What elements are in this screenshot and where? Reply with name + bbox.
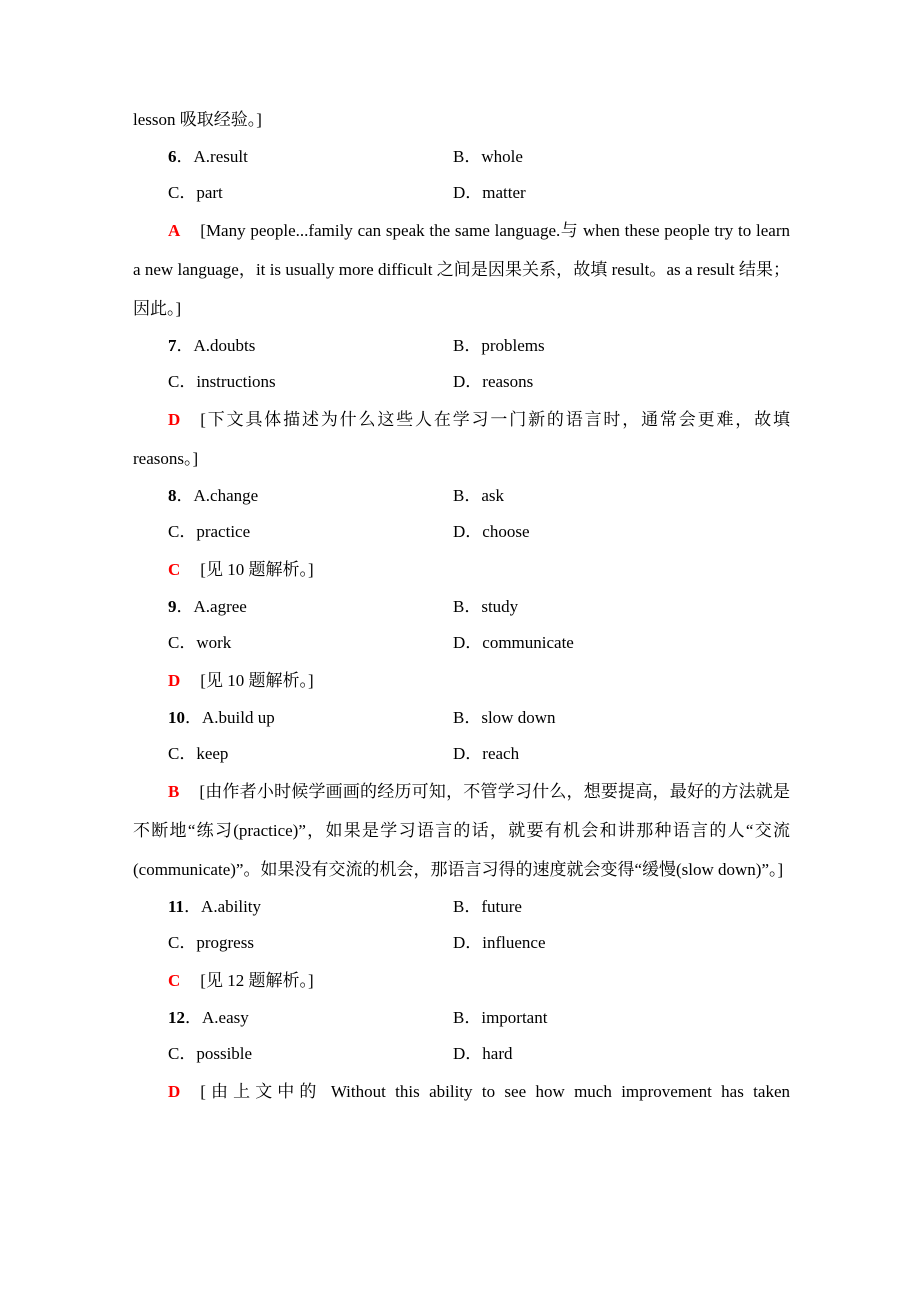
answer-explanation (133, 1072, 790, 1111)
option-d (453, 625, 790, 661)
option-text: whole (481, 147, 523, 166)
option-text: problems (481, 336, 545, 355)
option-text: part (196, 183, 223, 202)
answer-explanation (133, 211, 790, 328)
option-b (453, 1000, 790, 1036)
option-d (453, 514, 790, 550)
option-label: D． (453, 633, 483, 652)
option-label: ．A. (176, 147, 211, 166)
option-text: result (210, 147, 248, 166)
option-b (453, 700, 790, 736)
carryover-paragraph-line: lesson 吸取经验。] (133, 110, 262, 129)
option-label: C． (168, 933, 197, 952)
options-row (133, 889, 790, 925)
option-text: keep (196, 744, 229, 763)
answer-letter: D (168, 1082, 181, 1101)
option-text: reasons (482, 372, 534, 391)
option-label: B． (453, 486, 482, 505)
question-number: 8 (168, 486, 177, 505)
answer-text: [Many people...family can speak the same language.与 when these people try to learn a new language，it is usually more difficult 之间是因果关系，故填 result。as a result 结果；因此。] (133, 221, 790, 318)
option-text: reach (482, 744, 520, 763)
option-c (168, 1036, 453, 1072)
option-c (168, 514, 453, 550)
option-text: progress (196, 933, 254, 952)
options-row (133, 175, 790, 211)
option-text: slow down (481, 708, 556, 727)
options-row (133, 625, 790, 661)
option-b (453, 139, 790, 175)
option-label: C． (168, 633, 197, 652)
option-c (168, 736, 453, 772)
answer-explanation (133, 772, 790, 889)
question-number: 9 (168, 597, 177, 616)
options-row (133, 514, 790, 550)
option-label: D． (453, 372, 483, 391)
option-label: ．A. (176, 597, 211, 616)
option-a (168, 700, 453, 736)
question-block-10 (133, 700, 790, 889)
option-label: D． (453, 1044, 483, 1063)
option-d (453, 175, 790, 211)
option-label: D． (453, 744, 483, 763)
option-b (453, 328, 790, 364)
option-label: ．A. (185, 1008, 219, 1027)
question-number: 6 (168, 147, 177, 166)
option-label: B． (453, 708, 482, 727)
option-d (453, 925, 790, 961)
option-b (453, 889, 790, 925)
answer-letter: A (168, 221, 181, 240)
option-label: ．A. (184, 897, 218, 916)
option-text: agree (210, 597, 247, 616)
answer-text: [由上文中的 Without this ability to see how much improvement has taken (200, 1082, 790, 1101)
option-text: future (481, 897, 522, 916)
answer-letter: D (168, 410, 181, 429)
option-a (168, 589, 453, 625)
answer-text: [由作者小时候学画画的经历可知，不管学习什么，想要提高，最好的方法就是不断地“练习(practice)”，如果是学习语言的话，就要有机会和讲那种语言的人“交流(communicate)”。如果没有交流的机会，那语言习得的速度就会变得“缓慢(slow down)”。] (133, 782, 790, 879)
option-text: build up (218, 708, 275, 727)
option-label: B． (453, 147, 482, 166)
options-row (133, 478, 790, 514)
answer-text: [下文具体描述为什么这些人在学习一门新的语言时，通常会更难，故填 reasons。] (133, 410, 790, 468)
question-block-12 (133, 1000, 790, 1111)
option-text: influence (482, 933, 546, 952)
option-label: D． (453, 522, 483, 541)
question-block-8 (133, 478, 790, 589)
question-number: 12 (168, 1008, 185, 1027)
questions-and-answers (133, 139, 790, 1111)
options-row (133, 1036, 790, 1072)
option-label: ．A. (176, 336, 211, 355)
option-d (453, 364, 790, 400)
question-block-7 (133, 328, 790, 478)
options-row (133, 700, 790, 736)
option-text: communicate (482, 633, 574, 652)
option-text: doubts (210, 336, 256, 355)
question-block-9 (133, 589, 790, 700)
option-text: change (210, 486, 259, 505)
option-label: C． (168, 372, 197, 391)
option-a (168, 478, 453, 514)
option-label: D． (453, 183, 483, 202)
option-text: practice (196, 522, 251, 541)
option-text: matter (482, 183, 526, 202)
option-a (168, 328, 453, 364)
option-c (168, 364, 453, 400)
question-block-6 (133, 139, 790, 328)
option-text: ask (481, 486, 505, 505)
answer-text: [见 10 题解析。] (200, 560, 314, 579)
options-row (133, 1000, 790, 1036)
answer-letter: B (168, 782, 180, 801)
question-number: 7 (168, 336, 177, 355)
option-a (168, 1000, 453, 1036)
answer-letter: D (168, 671, 181, 690)
option-a (168, 889, 453, 925)
answer-letter: C (168, 560, 181, 579)
options-row (133, 589, 790, 625)
option-a (168, 139, 453, 175)
options-row (133, 139, 790, 175)
option-label: ．A. (185, 708, 219, 727)
option-label: ．A. (176, 486, 211, 505)
option-text: choose (482, 522, 530, 541)
options-row (133, 364, 790, 400)
option-c (168, 925, 453, 961)
option-label: C． (168, 744, 197, 763)
option-label: C． (168, 183, 197, 202)
option-text: easy (218, 1008, 249, 1027)
answer-explanation (133, 961, 790, 1000)
option-text: hard (482, 1044, 513, 1063)
answer-text: [见 10 题解析。] (200, 671, 314, 690)
option-label: D． (453, 933, 483, 952)
answer-explanation (133, 661, 790, 700)
option-c (168, 625, 453, 661)
option-d (453, 736, 790, 772)
option-text: work (196, 633, 232, 652)
option-label: B． (453, 897, 482, 916)
answer-explanation (133, 550, 790, 589)
option-text: possible (196, 1044, 253, 1063)
options-row (133, 328, 790, 364)
option-label: B． (453, 336, 482, 355)
option-d (453, 1036, 790, 1072)
question-block-11 (133, 889, 790, 1000)
option-text: study (481, 597, 519, 616)
option-b (453, 478, 790, 514)
answer-explanation (133, 400, 790, 478)
option-label: C． (168, 522, 197, 541)
option-b (453, 589, 790, 625)
option-text: important (481, 1008, 548, 1027)
option-label: C． (168, 1044, 197, 1063)
option-label: B． (453, 597, 482, 616)
answer-letter: C (168, 971, 181, 990)
options-row (133, 736, 790, 772)
option-text: ability (217, 897, 262, 916)
question-number: 11 (168, 897, 185, 916)
options-row (133, 925, 790, 961)
answer-text: [见 12 题解析。] (200, 971, 314, 990)
option-text: instructions (196, 372, 276, 391)
question-number: 10 (168, 708, 185, 727)
option-label: B． (453, 1008, 482, 1027)
option-c (168, 175, 453, 211)
